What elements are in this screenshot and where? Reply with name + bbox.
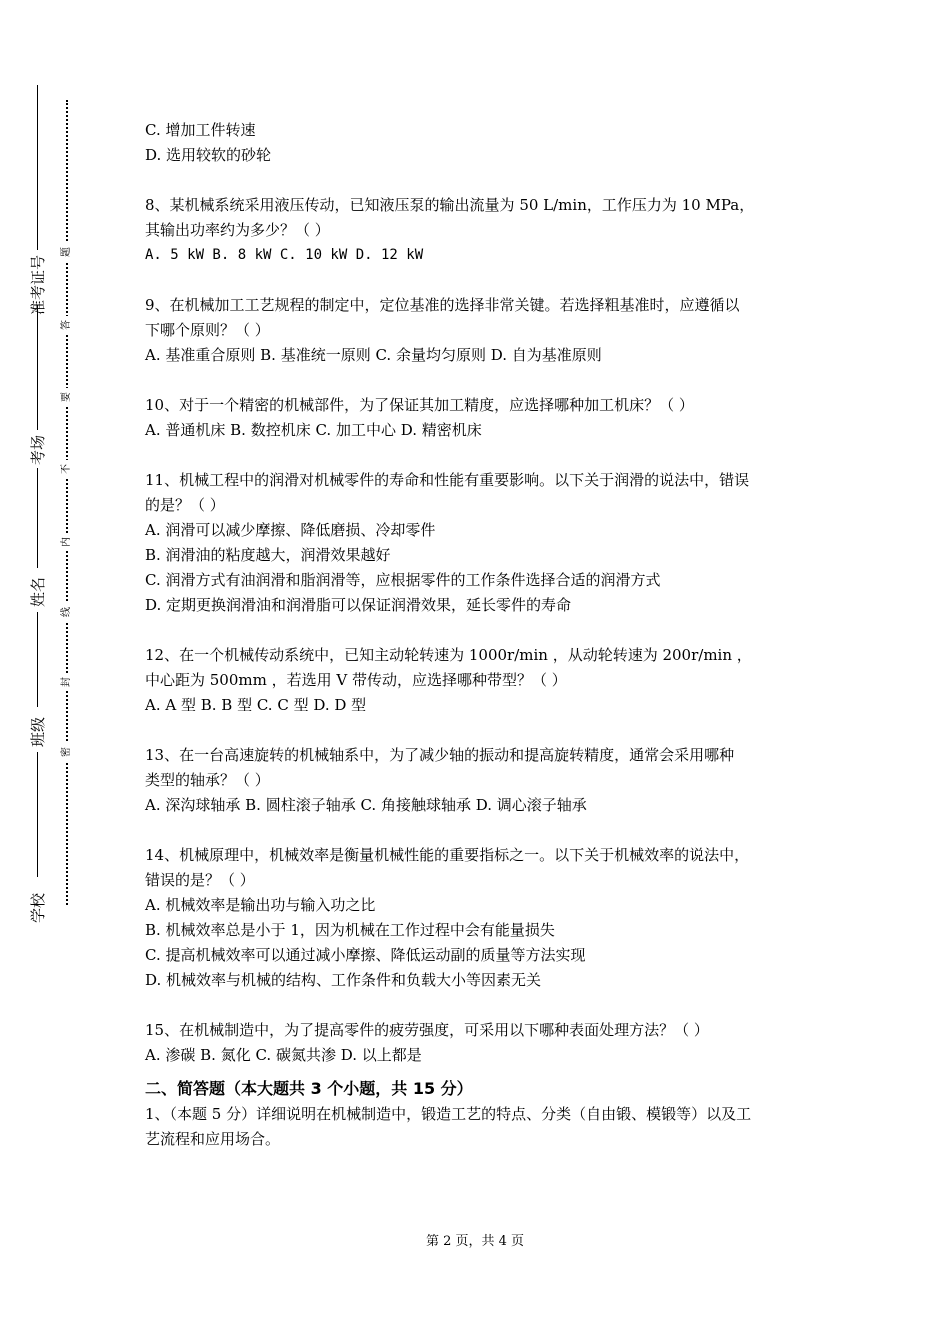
- option-d: D. 机械效率与机械的结构、工作条件和负载大小等因素无关: [145, 971, 542, 989]
- short-answer-question-1: [145, 1102, 815, 1152]
- option-a: A. 润滑可以减少摩擦、降低磨损、冷却零件: [145, 521, 436, 539]
- seal-char: 要: [60, 388, 74, 406]
- seal-char: 题: [60, 243, 74, 261]
- question-stem: 1、（本题 5 分）详细说明在机械制造中，锻造工艺的特点、分类（自由锻、模锻等）以及工: [145, 1105, 752, 1123]
- seal-char: 不: [60, 460, 74, 478]
- margin-line: [37, 85, 38, 250]
- question-11: [145, 468, 815, 618]
- question-stem: 8、某机械系统采用液压传动，已知液压泵的输出流量为 50 L/min，工作压力为 10 MPa，: [145, 196, 755, 214]
- question-stem: 11、机械工程中的润滑对机械零件的寿命和性能有重要影响。以下关于润滑的说法中，错误: [145, 471, 750, 489]
- option-b: B. 机械效率总是小于 1，因为机械在工作过程中会有能量损失: [145, 921, 555, 939]
- section-title: 二、简答题（本大题共 3 个小题，共 15 分）: [145, 1079, 473, 1098]
- question-stem: 12、在一个机械传动系统中，已知主动轮转速为 1000r/min ，从动轮转速为 200r/min ，: [145, 646, 752, 664]
- question-stem: 中心距为 500mm ，若选用 V 带传动，应选择哪种带型？（ ）: [145, 671, 567, 689]
- question-stem: 艺流程和应用场合。: [145, 1130, 281, 1148]
- question-stem: 10、对于一个精密的机械部件，为了保证其加工精度，应选择哪种加工机床？（ ）: [145, 396, 694, 414]
- label-name: 姓名: [29, 577, 47, 608]
- seal-char: 密: [60, 743, 74, 761]
- seal-char: 封: [60, 673, 74, 691]
- question-options: A. 深沟球轴承 B. 圆柱滚子轴承 C. 角接触球轴承 D. 调心滚子轴承: [145, 796, 587, 814]
- option-a: A. 机械效率是输出功与输入功之比: [145, 896, 376, 914]
- question-10: [145, 393, 815, 443]
- margin-line: [37, 752, 38, 877]
- question-8: [145, 193, 815, 268]
- label-exam-number: 准考证号: [29, 254, 47, 315]
- question-stem: 错误的是？（ ）: [145, 871, 255, 889]
- seal-char: 内: [60, 533, 74, 551]
- option-c: C. 提高机械效率可以通过减小摩擦、降低运动副的质量等方法实现: [145, 946, 586, 964]
- label-exam-room: 考场: [29, 435, 47, 466]
- question-options: A. 普通机床 B. 数控机床 C. 加工中心 D. 精密机床: [145, 421, 482, 439]
- label-class: 班级: [29, 717, 47, 748]
- question-9: [145, 293, 815, 368]
- question-stem: 其输出功率约为多少？（ ）: [145, 221, 330, 239]
- question-options: A. 5 kW B. 8 kW C. 10 kW D. 12 kW: [145, 247, 424, 263]
- question-stem: 14、机械原理中，机械效率是衡量机械性能的重要指标之一。以下关于机械效率的说法中，: [145, 846, 750, 864]
- margin-line: [37, 612, 38, 707]
- margin-line: [37, 305, 38, 430]
- option-c: C. 润滑方式有油润滑和脂润滑等，应根据零件的工作条件选择合适的润滑方式: [145, 571, 661, 589]
- question-stem: 下哪个原则？（ ）: [145, 321, 270, 339]
- option-d: D. 定期更换润滑油和润滑脂可以保证润滑效果，延长零件的寿命: [145, 596, 572, 614]
- question-15: [145, 1018, 815, 1068]
- question-content: [145, 118, 815, 1152]
- question-stem: 15、在机械制造中，为了提高零件的疲劳强度，可采用以下哪种表面处理方法？（ ）: [145, 1021, 709, 1039]
- question-14: [145, 843, 815, 993]
- question-7-options: [145, 118, 815, 168]
- question-13: [145, 743, 815, 818]
- label-school: 学校: [29, 893, 47, 924]
- option-line: D. 选用较软的砂轮: [145, 146, 272, 164]
- seal-dotted-line: [66, 100, 68, 905]
- question-stem: 的是？（ ）: [145, 496, 225, 514]
- question-options: A. 渗碳 B. 氮化 C. 碳氮共渗 D. 以上都是: [145, 1046, 422, 1064]
- seal-char: 线: [60, 603, 74, 621]
- seal-char: 答: [60, 316, 74, 334]
- question-options: A. 基准重合原则 B. 基准统一原则 C. 余量均匀原则 D. 自为基准原则: [145, 346, 602, 364]
- question-stem: 类型的轴承？（ ）: [145, 771, 270, 789]
- page-footer: 第 2 页，共 4 页: [425, 1234, 525, 1249]
- margin-line: [37, 468, 38, 568]
- question-12: [145, 643, 815, 718]
- option-line: C. 增加工件转速: [145, 121, 256, 139]
- question-stem: 13、在一台高速旋转的机械轴系中，为了减少轴的振动和提高旋转精度，通常会采用哪种: [145, 746, 735, 764]
- question-stem: 9、在机械加工工艺规程的制定中，定位基准的选择非常关键。若选择粗基准时，应遵循以: [145, 296, 740, 314]
- option-b: B. 润滑油的粘度越大，润滑效果越好: [145, 546, 391, 564]
- question-options: A. A 型 B. B 型 C. C 型 D. D 型: [145, 696, 367, 714]
